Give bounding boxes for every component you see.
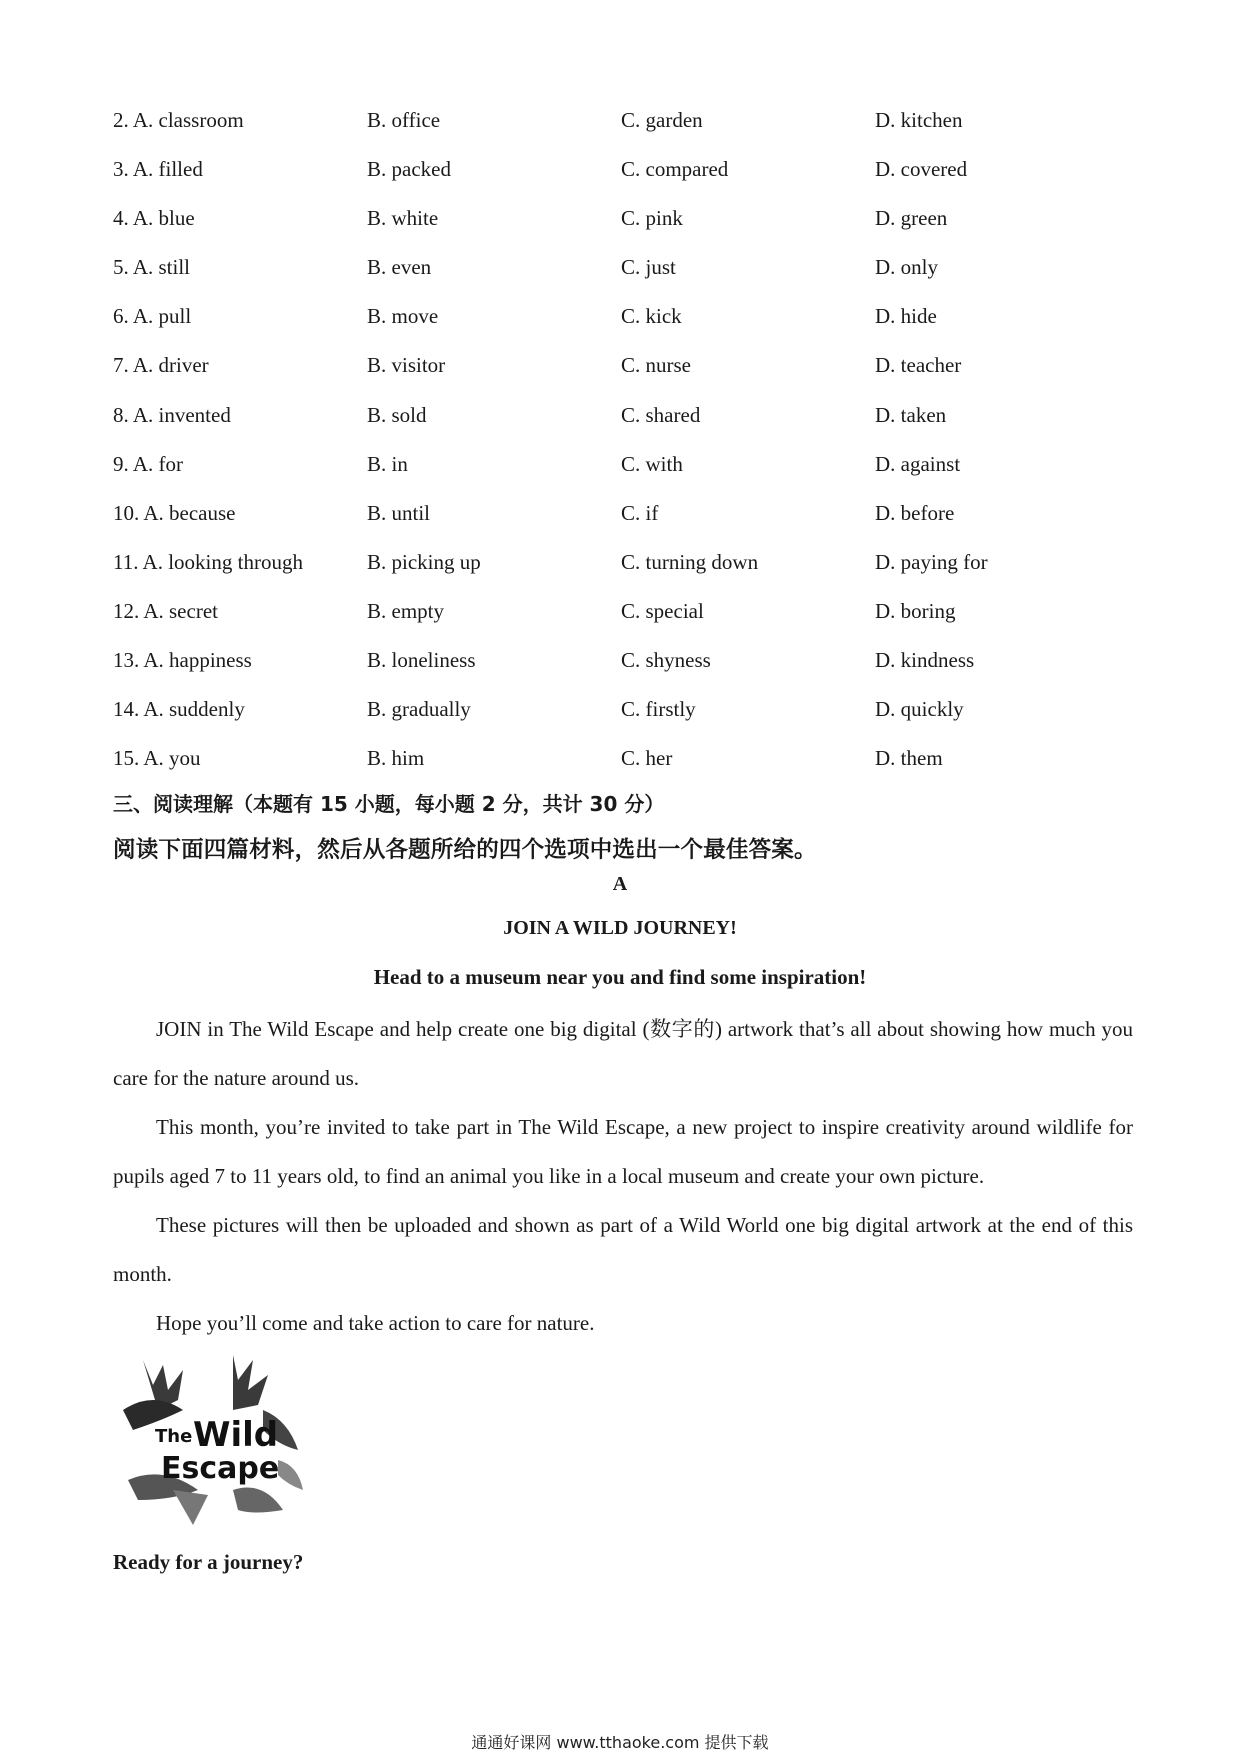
option-d: D. paying for	[875, 549, 988, 574]
option-row	[113, 493, 1133, 542]
option-row	[113, 345, 1133, 394]
ready-heading: Ready for a journey?	[113, 1550, 304, 1574]
option-c: C. nurse	[621, 353, 691, 378]
option-row	[113, 149, 1133, 198]
option-row	[113, 444, 1133, 493]
option-row	[113, 247, 1133, 296]
option-b: B. packed	[367, 157, 451, 182]
option-a: 6. A. pull	[113, 304, 192, 329]
option-c: C. special	[621, 598, 704, 623]
option-row	[113, 296, 1133, 345]
option-a: 12. A. secret	[113, 598, 218, 623]
option-d: D. green	[875, 206, 948, 231]
option-a: 15. A. you	[113, 746, 201, 771]
svg-text:Wild: Wild	[193, 1415, 279, 1455]
paragraph: This month, you’re invited to take part in The Wild Escape, a new project to inspire creativity around wildlife for pupils aged 7 to 11 years old, to find an animal you like in a local museum and create your own picture.	[113, 1115, 1133, 1188]
option-b: B. in	[367, 451, 408, 476]
option-c: C. shared	[621, 402, 701, 427]
option-c: C. with	[621, 451, 683, 476]
option-d: D. boring	[875, 598, 956, 623]
option-row	[113, 738, 1133, 787]
page-footer: 通通好课网 www.tthaoke.com 提供下载	[471, 1733, 769, 1752]
option-row	[113, 395, 1133, 444]
option-d: D. against	[875, 451, 961, 476]
option-c: C. kick	[621, 304, 682, 329]
option-b: B. office	[367, 108, 441, 132]
wild-escape-logo	[113, 1350, 313, 1530]
paragraph: These pictures will then be uploaded and shown as part of a Wild World one big digital artwork at the end of this month.	[113, 1213, 1133, 1286]
svg-text:Escape: Escape	[161, 1451, 280, 1486]
option-d: D. before	[875, 500, 955, 525]
option-c: C. just	[621, 255, 676, 280]
option-d: D. them	[875, 746, 943, 771]
option-c: C. if	[621, 500, 659, 525]
section-title: 三、阅读理解（本题有 15 小题，每小题 2 分，共计 30 分）	[113, 792, 665, 816]
option-b: B. empty	[367, 598, 444, 623]
section-instruction: 阅读下面四篇材料，然后从各题所给的四个选项中选出一个最佳答案。	[113, 837, 817, 863]
passage-body	[113, 1005, 1133, 1348]
option-a: 7. A. driver	[113, 353, 209, 378]
option-d: D. kindness	[875, 648, 975, 673]
passage-letter: A	[612, 873, 628, 895]
option-row	[113, 640, 1133, 689]
option-row	[113, 542, 1133, 591]
option-d: D. teacher	[875, 353, 962, 378]
paragraph: JOIN in The Wild Escape and help create one big digital (数字的) artwork that’s all about showing how much you care for the nature around us.	[113, 1017, 1133, 1090]
option-b: B. visitor	[367, 353, 446, 378]
passage-title: JOIN A WILD JOURNEY!	[503, 917, 737, 939]
option-c: C. turning down	[621, 549, 759, 574]
paragraph: Hope you’ll come and take action to care for nature.	[156, 1311, 595, 1335]
option-a: 5. A. still	[113, 255, 191, 280]
option-a: 11. A. looking through	[113, 549, 303, 574]
option-a: 4. A. blue	[113, 206, 195, 231]
answer-options-table	[113, 100, 1133, 787]
option-row	[113, 198, 1133, 247]
option-c: C. garden	[621, 108, 703, 132]
option-a: 3. A. filled	[113, 157, 203, 182]
option-b: B. white	[367, 206, 439, 231]
option-row	[113, 689, 1133, 738]
option-c: C. shyness	[621, 648, 711, 673]
option-d: D. quickly	[875, 697, 964, 722]
option-b: B. until	[367, 500, 431, 525]
option-d: D. covered	[875, 157, 968, 182]
option-d: D. hide	[875, 304, 937, 329]
option-b: B. loneliness	[367, 648, 476, 673]
option-c: C. firstly	[621, 697, 696, 722]
option-c: C. compared	[621, 157, 729, 182]
option-a: 13. A. happiness	[113, 648, 252, 673]
option-a: 10. A. because	[113, 500, 236, 525]
passage-subtitle: Head to a museum near you and find some inspiration!	[373, 965, 867, 989]
option-a: 9. A. for	[113, 451, 183, 476]
option-d: D. taken	[875, 402, 947, 427]
option-a: 8. A. invented	[113, 402, 231, 427]
svg-text:The: The	[155, 1426, 193, 1447]
option-b: B. sold	[367, 402, 427, 427]
option-b: B. picking up	[367, 549, 481, 574]
option-c: C. her	[621, 746, 673, 771]
option-b: B. gradually	[367, 697, 471, 722]
option-row	[113, 591, 1133, 640]
option-c: C. pink	[621, 206, 683, 231]
option-d: D. kitchen	[875, 108, 963, 132]
option-row	[113, 100, 1133, 149]
option-b: B. move	[367, 304, 439, 329]
option-b: B. him	[367, 746, 425, 771]
option-a: 14. A. suddenly	[113, 697, 245, 722]
option-a: 2. A. classroom	[113, 108, 244, 132]
option-d: D. only	[875, 255, 938, 280]
option-b: B. even	[367, 255, 432, 280]
